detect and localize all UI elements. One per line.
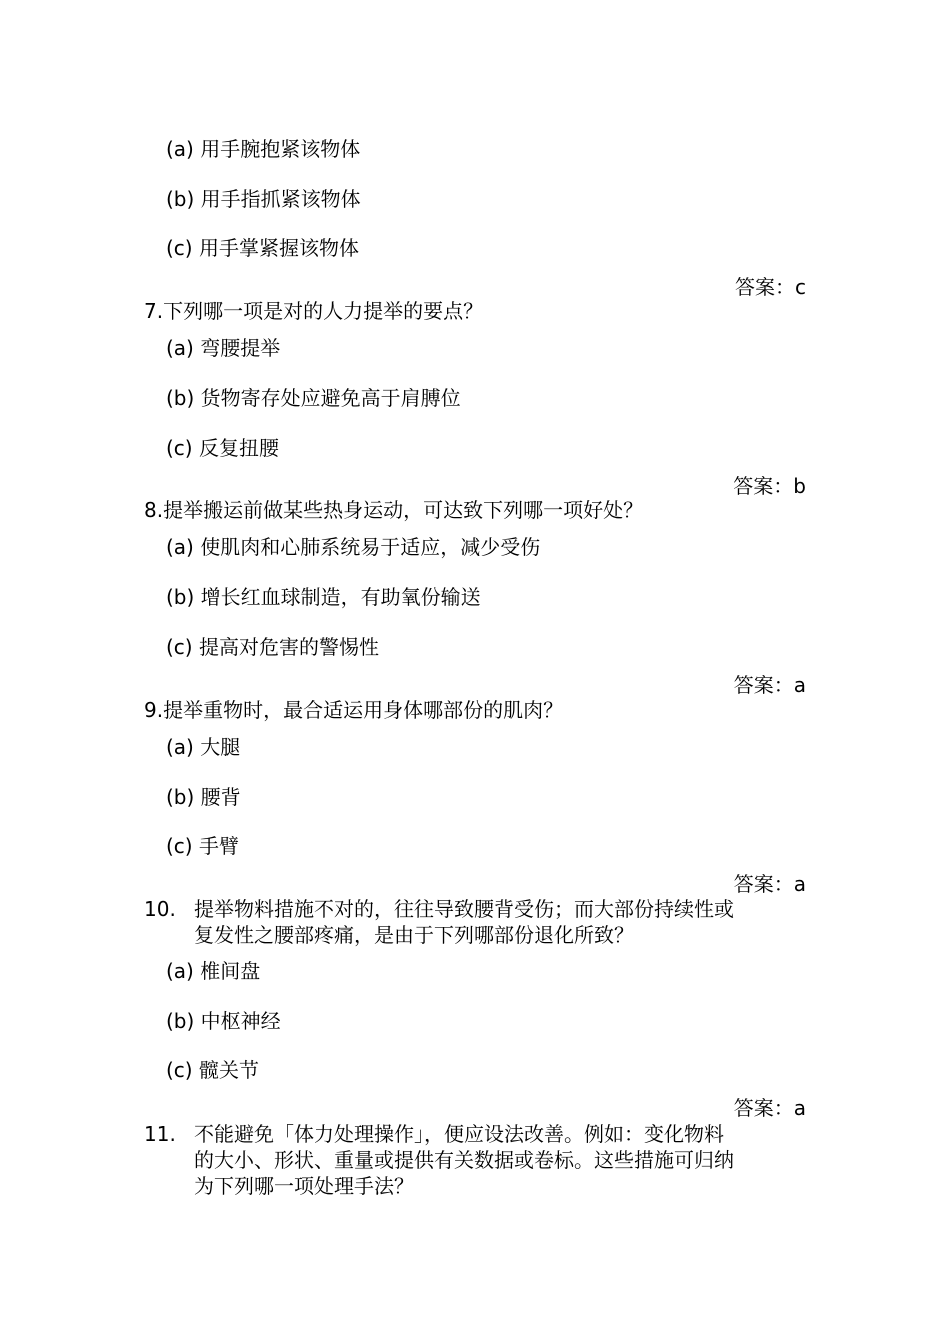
question-number: 11. xyxy=(144,1122,176,1146)
question-text-line: 的大小、形状、重量或提供有关数据或卷标。这些措施可归纳 xyxy=(194,1148,734,1172)
answer: 答案：a xyxy=(733,872,806,896)
answer: 答案：c xyxy=(735,275,806,299)
option-b: (b) 用手指抓紧该物体 xyxy=(166,187,361,211)
question-text-line: 不能避免「体力处理操作」，便应设法改善。例如：变化物料 xyxy=(194,1122,724,1146)
question-number: 10. xyxy=(144,897,176,921)
question-text-line: 提举物料措施不对的，往往导致腰背受伤；而大部份持续性或 xyxy=(194,897,734,921)
question-number: 8. xyxy=(144,498,164,522)
option-a: (a) 用手腕抱紧该物体 xyxy=(166,137,361,161)
option-a: (a) 弯腰提举 xyxy=(166,336,281,360)
option-c: (c) 髋关节 xyxy=(166,1058,259,1082)
option-a: (a) 大腿 xyxy=(166,735,241,759)
answer: 答案：a xyxy=(733,673,806,697)
question-11-text xyxy=(194,1121,814,1199)
question-text: 下列哪一项是对的人力提举的要点？ xyxy=(163,299,484,323)
question-text-line: 为下列哪一项处理手法？ xyxy=(194,1174,414,1198)
option-b: (b) 中枢神经 xyxy=(166,1009,281,1033)
question-text: 提举重物时，最合适运用身体哪部份的肌肉？ xyxy=(163,698,564,722)
option-b: (b) 货物寄存处应避免高于肩膊位 xyxy=(166,386,461,410)
option-c: (c) 手臂 xyxy=(166,834,239,858)
option-c: (c) 反复扭腰 xyxy=(166,436,279,460)
question-text-line: 复发性之腰部疼痛，是由于下列哪部份退化所致？ xyxy=(194,923,634,947)
option-a: (a) 椎间盘 xyxy=(166,959,261,983)
option-a: (a) 使肌肉和心肺系统易于适应，减少受伤 xyxy=(166,535,541,559)
question-text: 提举搬运前做某些热身运动，可达致下列哪一项好处？ xyxy=(163,498,644,522)
option-c: (c) 提高对危害的警惕性 xyxy=(166,635,379,659)
option-b: (b) 腰背 xyxy=(166,785,241,809)
question-number: 9. xyxy=(144,698,164,722)
question-7 xyxy=(144,299,483,323)
question-10-text xyxy=(194,896,814,948)
question-number: 7. xyxy=(144,299,164,323)
question-8 xyxy=(144,498,643,522)
answer: 答案：b xyxy=(733,474,806,498)
question-9 xyxy=(144,698,563,722)
option-c: (c) 用手掌紧握该物体 xyxy=(166,236,359,260)
option-b: (b) 增长红血球制造，有助氧份输送 xyxy=(166,585,481,609)
answer: 答案：a xyxy=(733,1096,806,1120)
